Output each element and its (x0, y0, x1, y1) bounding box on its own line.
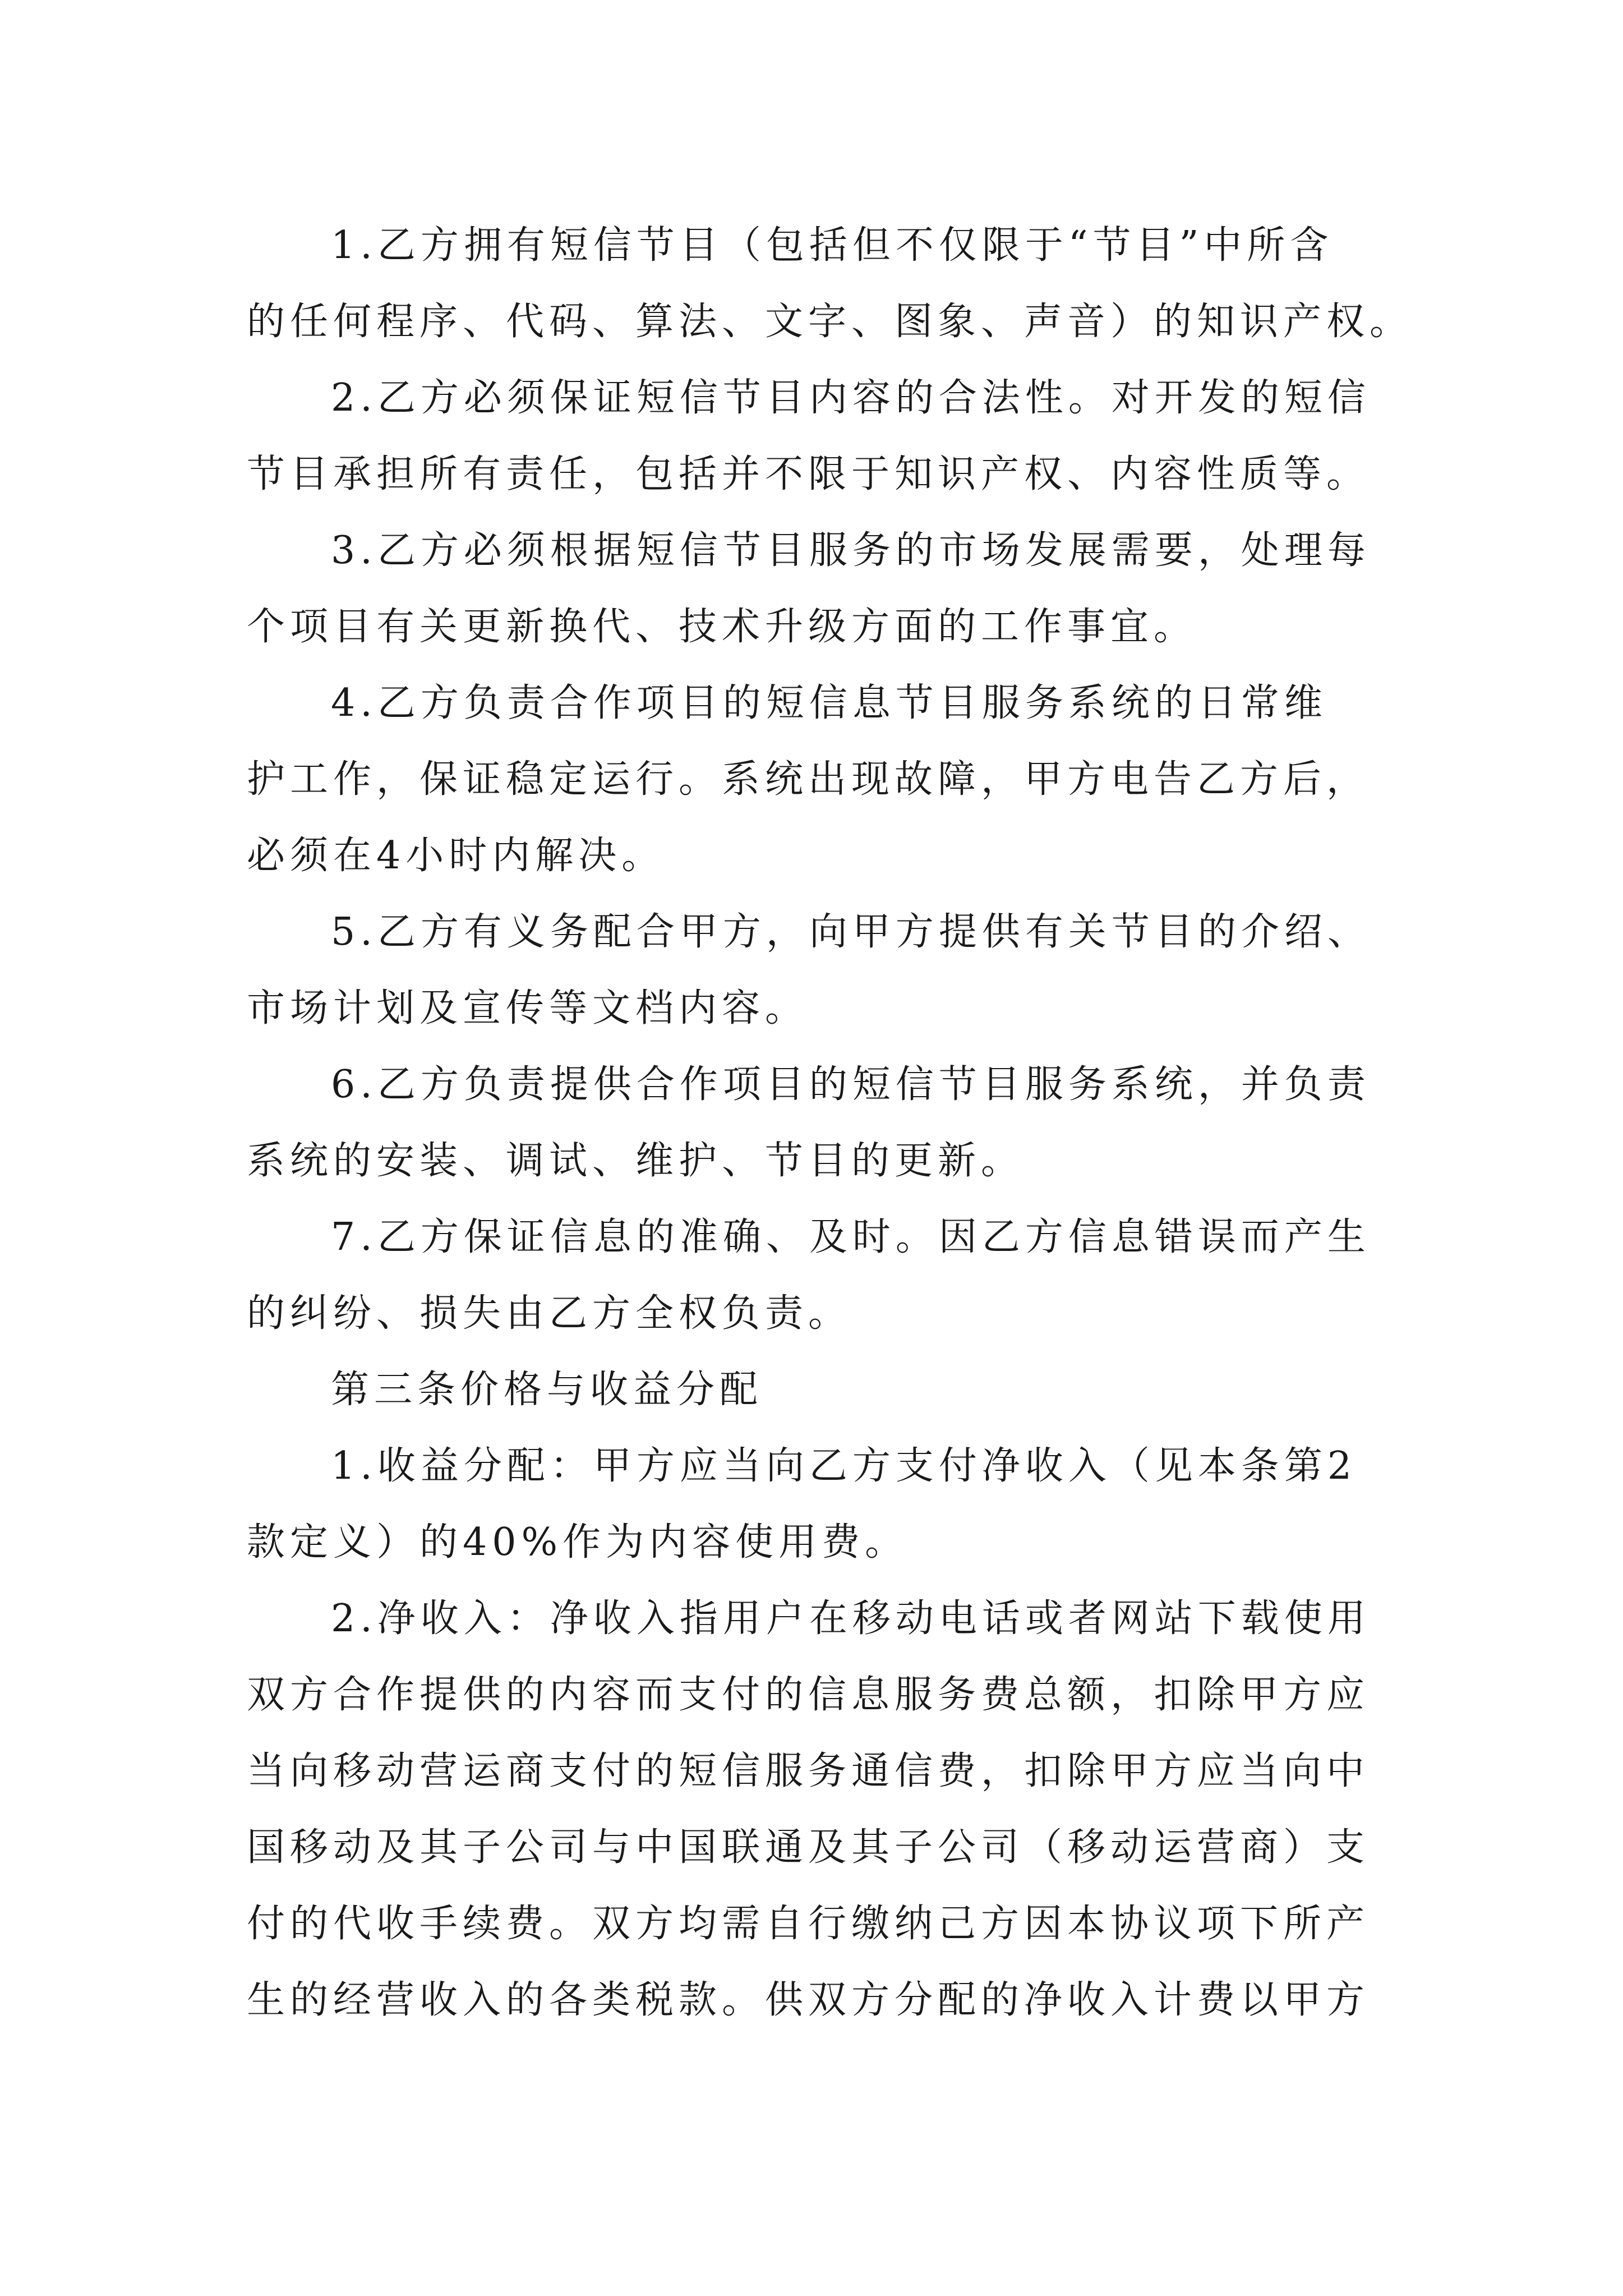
clause-4-line-2: 护工作，保证稳定运行。系统出现故障，甲方电告乙方后， (247, 757, 1370, 802)
article-3-clause-2-line-1: 2.净收入：净收入指用户在移动电话或者网站下载使用 (331, 1596, 1371, 1641)
clause-1-line-2: 的任何程序、代码、算法、文字、图象、声音）的知识产权。 (247, 300, 1413, 344)
article-3-clause-2-line-5: 付的代收手续费。双方均需自行缴纳己方因本协议项下所产 (247, 1902, 1370, 1946)
clause-7-line-2: 的纠纷、损失由乙方全权负责。 (247, 1291, 852, 1336)
article-3-clause-1-line-2: 款定义）的40%作为内容使用费。 (247, 1520, 909, 1565)
article-3-clause-2-line-2: 双方合作提供的内容而支付的信息服务费总额，扣除甲方应 (247, 1673, 1370, 1717)
clause-6-line-2: 系统的安装、调试、维护、节目的更新。 (247, 1139, 1025, 1183)
article-3-clause-2-line-4: 国移动及其子公司与中国联通及其子公司（移动运营商）支 (247, 1825, 1370, 1870)
clause-1-line-1: 1.乙方拥有短信节目（包括但不仅限于“节目”中所含 (331, 223, 1334, 268)
clause-7-line-1: 7.乙方保证信息的准确、及时。因乙方信息错误而产生 (331, 1215, 1371, 1259)
article-3-clause-1-line-1: 1.收益分配：甲方应当向乙方支付净收入（见本条第2 (331, 1444, 1357, 1488)
clause-4-line-1: 4.乙方负责合作项目的短信息节目服务系统的日常维 (331, 681, 1327, 725)
section-heading-article-3: 第三条价格与收益分配 (331, 1368, 763, 1412)
article-3-clause-2-line-6: 生的经营收入的各类税款。供双方分配的净收入计费以甲方 (247, 1978, 1370, 2022)
clause-2-line-2: 节目承担所有责任，包括并不限于知识产权、内容性质等。 (247, 452, 1370, 496)
clause-4-line-3: 必须在4小时内解决。 (247, 834, 665, 878)
article-3-clause-2-line-3: 当向移动营运商支付的短信服务通信费，扣除甲方应当向中 (247, 1749, 1370, 1793)
clause-6-line-1: 6.乙方负责提供合作项目的短信节目服务系统，并负责 (331, 1062, 1371, 1107)
clause-3-line-1: 3.乙方必须根据短信节目服务的市场发展需要，处理每 (331, 528, 1371, 573)
clause-5-line-2: 市场计划及宣传等文档内容。 (247, 986, 809, 1030)
clause-3-line-2: 个项目有关更新换代、技术升级方面的工作事宜。 (247, 605, 1197, 649)
clause-5-line-1: 5.乙方有义务配合甲方，向甲方提供有关节目的介绍、 (331, 910, 1371, 954)
document-body (247, 208, 1413, 2039)
clause-2-line-1: 2.乙方必须保证短信节目内容的合法性。对开发的短信 (331, 376, 1371, 420)
